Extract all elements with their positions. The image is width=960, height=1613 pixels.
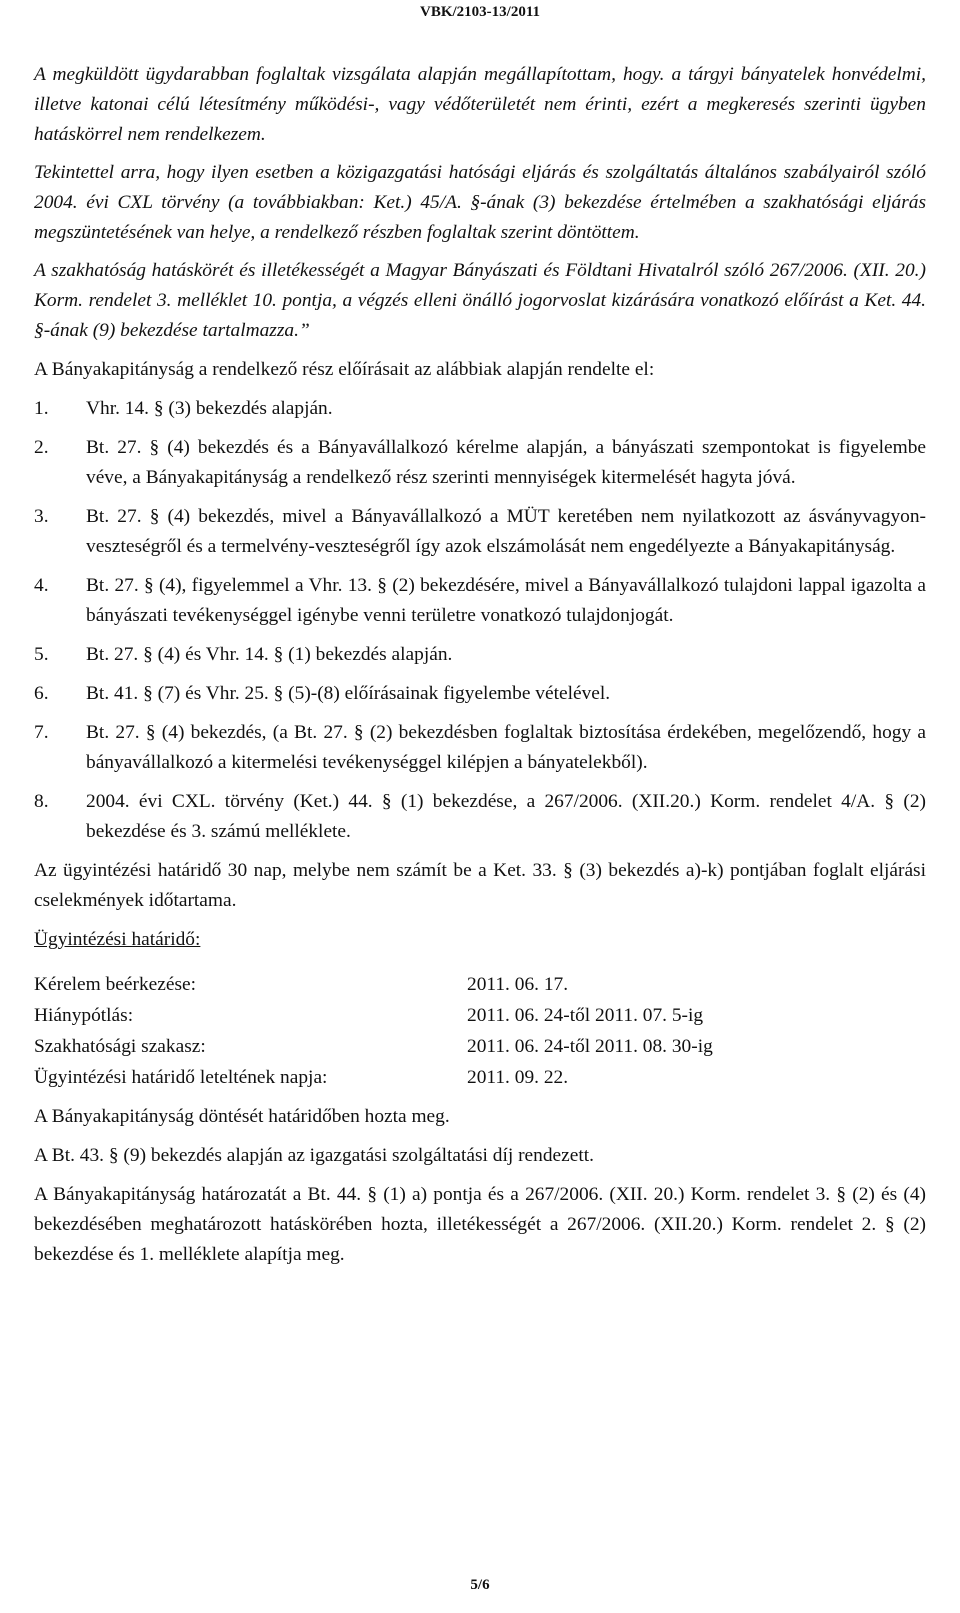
table-row: [34, 1000, 713, 1031]
table-row: [34, 1062, 713, 1093]
italic-paragraph: A szakhatóság hatáskörét és illetékességét a Magyar Bányászati és Földtani Hivatalról szóló 267/2006. (XII. 20.) Korm. rendelet 3. melléklet 10. pontja, a végzés elleni önálló jogorvoslat kizárására vonatkozó előírást a Ket. 44. §-ának (9) bekezdése tartalmazza.”: [34, 260, 926, 341]
list-item: [34, 640, 926, 670]
list-item-text: 2004. évi CXL. törvény (Ket.) 44. § (1) bekezdése, a 267/2006. (XII.20.) Korm. rendelet 4/A. § (2) bekezdése és 3. számú melléklete.: [86, 791, 926, 842]
list-item-text: Bt. 27. § (4) bekezdés és a Bányavállalkozó kérelme alapján, a bányászati szempontokat is figyelembe véve, a Bányakapitányság a rendelkező rész szerinti mennyiségek kitermelését hagyta jóvá.: [86, 437, 926, 488]
list-item: [34, 571, 926, 631]
list-item-number: 3.: [34, 506, 49, 527]
table-row: [34, 969, 713, 1000]
deadline-label: Hiánypótlás:: [34, 1005, 134, 1026]
deadline-value: 2011. 06. 24-től 2011. 07. 5-ig: [467, 1005, 704, 1026]
list-item: [34, 679, 926, 709]
list-item: [34, 394, 926, 424]
list-item-text: Bt. 41. § (7) és Vhr. 25. § (5)-(8) előírásainak figyelembe vételével.: [86, 683, 611, 704]
list-item-number: 8.: [34, 791, 49, 812]
deadline-label: Szakhatósági szakasz:: [34, 1036, 206, 1057]
deadline-table: [34, 969, 713, 1093]
list-item-number: 5.: [34, 644, 49, 665]
italic-paragraph: A megküldött ügydarabban foglaltak vizsgálata alapján megállapítottam, hogy. a tárgyi bányatelek honvédelmi, illetve katonai célú létesítmény működési-, vagy védőterületét nem érinti, ezért a megkeresés szerinti ügyben hatáskörrel nem rendelkezem.: [34, 64, 926, 145]
list-item: [34, 787, 926, 847]
legal-basis-intro: A Bányakapitányság a rendelkező rész előírásait az alábbiak alapján rendelte el:: [34, 359, 655, 380]
list-item-text: Bt. 27. § (4) bekezdés, mivel a Bányavállalkozó a MÜT keretében nem nyilatkozott az ásványvagyon-veszteségről és a termelvény-veszteségről így azok elszámolását nem engedélyezte a Bányakapitányság.: [86, 506, 926, 557]
deadline-heading: Ügyintézési határidő:: [34, 929, 201, 950]
list-item-text: Bt. 27. § (4), figyelemmel a Vhr. 13. § (2) bekezdésére, mivel a Bányavállalkozó tulajdoni lappal igazolta a bányászati tevékenységgel igénybe venni területre vonatkozó tulajdonjogát.: [86, 575, 926, 626]
closing-paragraph: A Bányakapitányság döntését határidőben hozta meg.: [34, 1106, 450, 1127]
list-item-text: Bt. 27. § (4) bekezdés, (a Bt. 27. § (2) bekezdésben foglaltak biztosítása érdekében, megelőzendő, hogy a bányavállalkozó a kitermelési tevékenységgel kilépjen a bányatelekből).: [86, 722, 926, 773]
italic-paragraph: Tekintettel arra, hogy ilyen esetben a közigazgatási hatósági eljárás és szolgáltatás általános szabályairól szóló 2004. évi CXL törvény (a továbbiakban: Ket.) 45/A. §-ának (3) bekezdése értelmében a szakhatósági eljárás megszüntetésének van helye, a rendelkező részben foglaltak szerint döntöttem.: [34, 162, 926, 243]
deadline-label: Ügyintézési határidő leteltének napja:: [34, 1067, 328, 1088]
table-row: [34, 1031, 713, 1062]
list-item: [34, 502, 926, 562]
deadline-value: 2011. 06. 17.: [467, 974, 569, 995]
list-item-number: 6.: [34, 683, 49, 704]
deadline-paragraph: Az ügyintézési határidő 30 nap, melybe nem számít be a Ket. 33. § (3) bekezdés a)-k) pontjában foglalt eljárási cselekmények időtartama.: [34, 860, 926, 911]
document-reference-header: VBK/2103-13/2011: [419, 4, 540, 20]
page-number: 5/6: [470, 1577, 490, 1593]
list-item-number: 4.: [34, 575, 49, 596]
list-item-number: 2.: [34, 437, 49, 458]
deadline-label: Kérelem beérkezése:: [34, 974, 197, 995]
list-item-text: Bt. 27. § (4) és Vhr. 14. § (1) bekezdés alapján.: [86, 644, 453, 665]
closing-paragraph: A Bt. 43. § (9) bekezdés alapján az igazgatási szolgáltatási díj rendezett.: [34, 1145, 594, 1166]
closing-paragraph: A Bányakapitányság határozatát a Bt. 44. § (1) a) pontja és a 267/2006. (XII. 20.) Korm. rendelet 3. § (2) és (4) bekezdésében meghatározott hatáskörében hozta, illetékességét a 267/2006. (XII.20.) Korm. rendelet 2. § (2) bekezdése és 1. melléklete alapítja meg.: [34, 1184, 926, 1265]
deadline-value: 2011. 06. 24-től 2011. 08. 30-ig: [467, 1036, 713, 1057]
list-item-text: Vhr. 14. § (3) bekezdés alapján.: [86, 398, 333, 419]
deadline-value: 2011. 09. 22.: [467, 1067, 569, 1088]
document-body: [34, 60, 926, 1270]
list-item-number: 1.: [34, 398, 49, 419]
list-item-number: 7.: [34, 722, 49, 743]
list-item: [34, 433, 926, 493]
list-item: [34, 718, 926, 778]
